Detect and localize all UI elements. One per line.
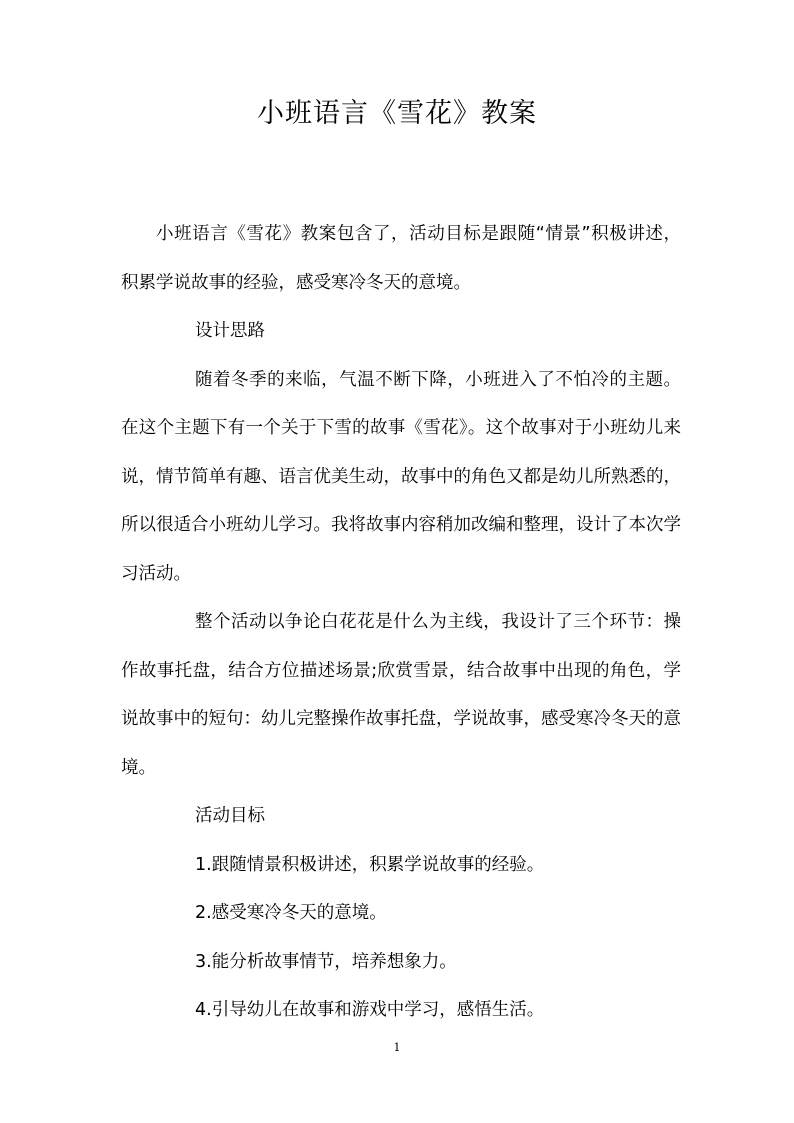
goal-item: 2.感受寒冷冬天的意境。 (195, 903, 387, 923)
section-heading-goals: 活动目标 (195, 806, 265, 826)
section-heading-design: 设计思路 (195, 321, 265, 341)
document-body (121, 210, 681, 1035)
goal-item: 3.能分析故事情节，培养想象力。 (195, 951, 457, 972)
intro-paragraph: 小班语言《雪花》教案包含了，活动目标是跟随“情景”积极讲述，积累学说故事的经验，感受寒冷冬天的意境。 (121, 224, 681, 293)
goal-item: 1.跟随情景积极讲述，积累学说故事的经验。 (195, 854, 545, 875)
page-number: 1 (393, 1041, 401, 1054)
goal-item: 4.引导幼儿在故事和游戏中学习，感悟生活。 (195, 1000, 545, 1020)
design-paragraph-1: 随着冬季的来临，气温不断下降，小班进入了不怕冷的主题。在这个主题下有一个关于下雪的故事《雪花》。这个故事对于小班幼儿来说，情节简单有趣、语言优美生动，故事中的角色又都是幼儿所熟悉的，所以很适合小班幼儿学习。我将故事内容稍加改编和整理，设计了本次学习活动。 (121, 369, 681, 584)
design-paragraph-2: 整个活动以争论白花花是什么为主线，我设计了三个环节：操作故事托盘，结合方位描述场景;欣赏雪景，结合故事中出现的角色，学说故事中的短句：幼儿完整操作故事托盘，学说故事，感受寒冷冬天的意境。 (121, 612, 681, 778)
document-title: 小班语言《雪花》教案 (257, 98, 537, 129)
